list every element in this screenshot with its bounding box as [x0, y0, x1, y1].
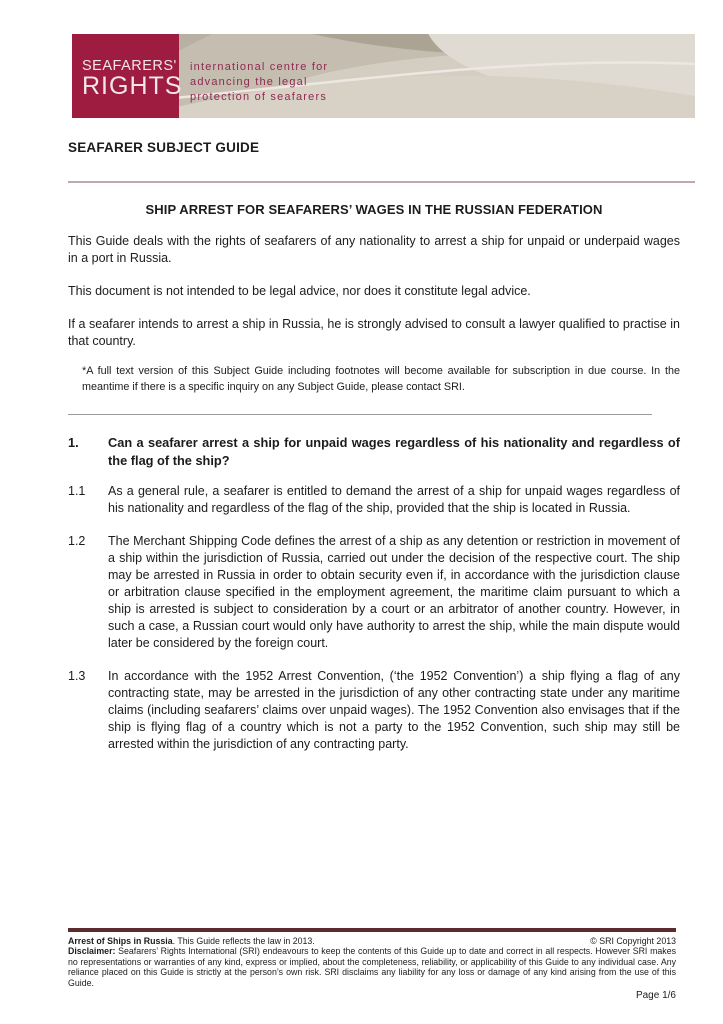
page-footer	[68, 928, 676, 1001]
clause-1-3-number: 1.3	[68, 669, 86, 683]
clause-1-3-text: In accordance with the 1952 Arrest Convention, (‘the 1952 Convention’) a ship flying a flag of any contracting state, may be arrested in the jurisdiction of any other contracting state under any maritime claims (including seafarers’ claims over unpaid wages). The 1952 Convention also envisages that if the ship is flying flag of a country which is not a party to the 1952 Convention, such ship may still be arrested within the jurisdiction of any contracting party.	[108, 669, 680, 751]
section-1-heading	[68, 434, 680, 469]
tagline-line-1: international centre for	[190, 61, 329, 73]
logo-text-rights: RIGHTS	[82, 72, 183, 100]
clause-1-2-text: The Merchant Shipping Code defines the arrest of a ship as any detention or restriction in movement of a ship within the jurisdiction of Russia, carried out under the decision of the respective court. The ship may be arrested in Russia in order to obtain security even if, in accordance with the jurisdiction clause or arbitration clause specified in the employment agreement, the maritime claim pursuant to which a ship is arrested is subject to consideration by a court or an arbitrator of another country. However, in such a case, a Russian court would only have authority to arrest the ship, while the main dispute would later be considered by the foreign court.	[108, 534, 680, 650]
section-1-heading-text: Can a seafarer arrest a ship for unpaid wages regardless of his nationality and regardless of the flag of the ship?	[108, 435, 680, 468]
header-divider-rule	[68, 181, 695, 183]
footer-guide-title: Arrest of Ships in Russia	[68, 936, 173, 946]
clause-1-2-number: 1.2	[68, 534, 86, 548]
subject-guide-kicker: SEAFARER SUBJECT GUIDE	[68, 140, 260, 155]
intro-paragraph-1: This Guide deals with the rights of seafarers of any nationality to arrest a ship for unpaid or underpaid wages in a port in Russia.	[68, 234, 680, 265]
clause-1-2	[68, 533, 680, 652]
intro-paragraph-2: This document is not intended to be legal advice, nor does it constitute legal advice.	[68, 284, 531, 298]
clause-1-3	[68, 668, 680, 753]
footer-guide-info-rest: . This Guide reflects the law in 2013.	[172, 936, 315, 946]
section-1-number: 1.	[68, 435, 79, 450]
footer-guide-info	[68, 936, 315, 946]
header-tagline	[190, 60, 328, 105]
logo-text-seafarers: SEAFARERS'	[82, 58, 177, 74]
footer-rule	[68, 928, 676, 932]
clause-1-1-number: 1.1	[68, 484, 86, 498]
footer-copyright: © SRI Copyright 2013	[590, 936, 676, 946]
clause-1-1-text: As a general rule, a seafarer is entitled to demand the arrest of a ship for unpaid wages regardless of his nationality and regardless of the flag of the ship, provided that the ship is located in Russia.	[108, 484, 680, 515]
seafarers-rights-logo	[72, 34, 183, 118]
tagline-line-2: advancing the legal	[190, 76, 308, 88]
clause-1-1	[68, 483, 680, 517]
section-divider-rule	[68, 414, 652, 415]
document-title: SHIP ARREST FOR SEAFARERS’ WAGES IN THE RUSSIAN FEDERATION	[145, 202, 603, 217]
footer-disclaimer	[68, 946, 676, 988]
footer-disclaimer-label: Disclaimer:	[68, 946, 116, 957]
intro-paragraph-3: If a seafarer intends to arrest a ship in Russia, he is strongly advised to consult a lawyer qualified to practise in that country.	[68, 317, 680, 348]
tagline-line-3: protection of seafarers	[190, 91, 328, 103]
subscription-note: *A full text version of this Subject Guide including footnotes will become available for subscription in due course. In the meantime if there is a specific inquiry on any Subject Guide, please contact SRI.	[82, 365, 680, 393]
footer-disclaimer-text: Seafarers’ Rights International (SRI) endeavours to keep the contents of this Guide up to date and correct in all respects. However SRI makes no representations or warranties of any kind, express or implied, about the completeness, reliability, or applicability of this Guide to any individual case. Any reliance placed on this Guide is strictly at the person’s own risk. SRI disclaims any liability for any loss or damage of any kind arising from the use of this Guide.	[68, 946, 676, 988]
page-number: Page 1/6	[635, 990, 676, 1002]
